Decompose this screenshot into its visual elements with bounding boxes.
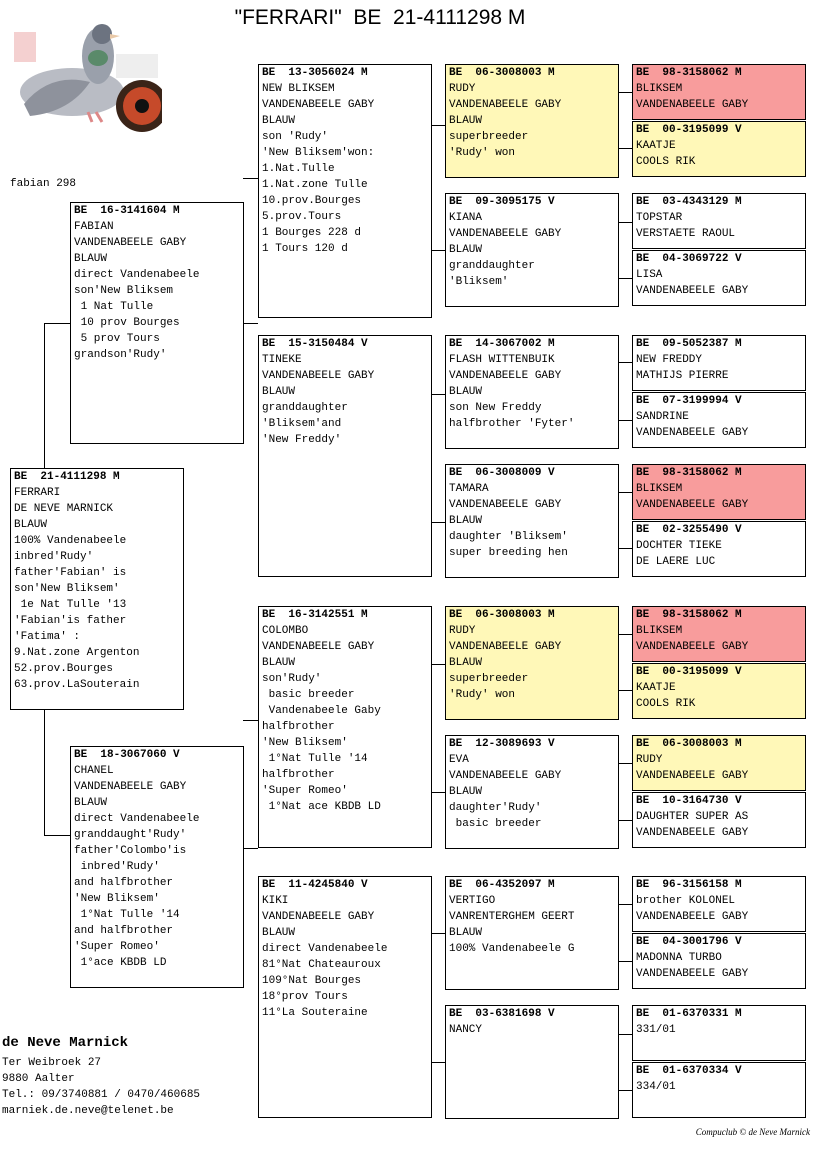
bird-name: 334/01 xyxy=(636,1081,676,1093)
ring-number: BE 98-3158062 M xyxy=(636,67,742,79)
pedigree-box-g13 xyxy=(632,876,806,932)
ring-number: BE 00-3195099 V xyxy=(636,124,742,136)
ring-number: BE 98-3158062 M xyxy=(636,609,742,621)
bird-detail-line: 5 prov Tours xyxy=(74,333,160,345)
bird-detail-line: 9.Nat.zone Argenton xyxy=(14,647,140,659)
bird-detail-line: father'Colombo'is xyxy=(74,845,187,857)
bird-detail-line: 1°Nat ace KBDB LD xyxy=(262,801,381,813)
bird-name: KAATJE xyxy=(636,140,676,152)
bird-name: BLIKSEM xyxy=(636,83,683,95)
bird-detail-line: and halfbrother xyxy=(74,925,174,937)
pedigree-box-sire-sire xyxy=(258,64,432,318)
bird-detail-line: BLAUW xyxy=(449,515,483,527)
pedigree-box-sire-dam xyxy=(258,335,432,577)
bird-detail-line: direct Vandenabeele xyxy=(74,269,200,281)
bird-detail-line: VANDENABEELE GABY xyxy=(636,285,749,297)
ring-number: BE 15-3150484 V xyxy=(262,338,368,350)
pedigree-box-dam-sire xyxy=(258,606,432,848)
bird-name: RUDY xyxy=(636,754,663,766)
ring-number: BE 16-3142551 M xyxy=(262,609,368,621)
bird-name: FABIAN xyxy=(74,221,114,233)
bird-detail-line: VANDENABEELE GABY xyxy=(449,228,562,240)
bird-detail-line: son'New Bliksem' xyxy=(14,583,120,595)
bird-name: KIANA xyxy=(449,212,483,224)
ring-number: BE 96-3156158 M xyxy=(636,879,742,891)
ring-number: BE 10-3164730 V xyxy=(636,795,742,807)
pedigree-box-g10 xyxy=(632,663,806,719)
pedigree-box-ssd xyxy=(445,193,619,307)
bird-detail-line: 'New Freddy' xyxy=(262,434,342,446)
pedigree-box-dam xyxy=(70,746,244,988)
pedigree-box-g8 xyxy=(632,521,806,577)
pedigree-box-g15 xyxy=(632,1005,806,1061)
bird-detail-line: BLAUW xyxy=(74,797,108,809)
ring-number: BE 07-3199994 V xyxy=(636,395,742,407)
bird-detail-line: 11°La Souteraine xyxy=(262,1007,368,1019)
bird-detail-line: grandson'Rudy' xyxy=(74,349,167,361)
pedigree-box-dss xyxy=(445,606,619,720)
pedigree-box-g6 xyxy=(632,392,806,448)
bird-name: FERRARI xyxy=(14,487,61,499)
bird-detail-line: 'Super Romeo' xyxy=(262,785,348,797)
bird-detail-line: BLAUW xyxy=(449,244,483,256)
owner-email[interactable]: marniek.de.neve@telenet.be xyxy=(2,1105,174,1117)
bird-detail-line: VANDENABEELE GABY xyxy=(262,370,375,382)
pedigree-box-dds xyxy=(445,876,619,990)
bird-detail-line: Vandenabeele Gaby xyxy=(262,705,381,717)
pedigree-box-sdd xyxy=(445,464,619,578)
bird-detail-line: BLAUW xyxy=(449,115,483,127)
bird-name: RUDY xyxy=(449,625,476,637)
bird-detail-line: son'New Bliksem xyxy=(74,285,174,297)
ring-number: BE 04-3069722 V xyxy=(636,253,742,265)
bird-detail-line: 100% Vandenabeele G xyxy=(449,943,575,955)
footer-credit: Compuclub © de Neve Marnick xyxy=(695,1127,810,1137)
bird-detail-line: 5.prov.Tours xyxy=(262,211,342,223)
pedigree-box-sss xyxy=(445,64,619,178)
bird-detail-line: 'New Bliksem' xyxy=(262,737,348,749)
bird-detail-line: VANDENABEELE GABY xyxy=(636,911,749,923)
bird-name: LISA xyxy=(636,269,663,281)
bird-detail-line: 'Fabian'is father xyxy=(14,615,127,627)
pedigree-box-sire xyxy=(70,202,244,444)
bird-detail-line: 100% Vandenabeele xyxy=(14,535,127,547)
pedigree-box-g2 xyxy=(632,121,806,177)
bird-detail-line: VANDENABEELE GABY xyxy=(636,99,749,111)
owner-phone: Tel.: 09/3740881 / 0470/460685 xyxy=(2,1089,201,1101)
bird-name: EVA xyxy=(449,754,469,766)
bird-detail-line: VANDENABEELE GABY xyxy=(449,770,562,782)
bird-detail-line: 1e Nat Tulle '13 xyxy=(14,599,127,611)
bird-detail-line: halfbrother xyxy=(262,769,335,781)
owner-address: Ter Weibroek 27 xyxy=(2,1057,102,1069)
bird-detail-line: VANDENABEELE GABY xyxy=(74,781,187,793)
bird-detail-line: 52.prov.Bourges xyxy=(14,663,114,675)
ring-number: BE 01-6370331 M xyxy=(636,1008,742,1020)
pedigree-box-sds xyxy=(445,335,619,449)
ring-number: BE 06-3008009 V xyxy=(449,467,555,479)
bird-detail-line: MATHIJS PIERRE xyxy=(636,370,729,382)
bird-name: NEW BLIKSEM xyxy=(262,83,335,95)
bird-name: 331/01 xyxy=(636,1024,676,1036)
bird-detail-line: son 'Rudy' xyxy=(262,131,329,143)
ring-number: BE 12-3089693 V xyxy=(449,738,555,750)
bird-detail-line: direct Vandenabeele xyxy=(262,943,388,955)
bird-detail-line: VANDENABEELE GABY xyxy=(449,370,562,382)
bird-detail-line: BLAUW xyxy=(262,386,296,398)
bird-detail-line: granddaughter xyxy=(262,402,348,414)
bird-name: COLOMBO xyxy=(262,625,309,637)
bird-name: MADONNA TURBO xyxy=(636,952,722,964)
pedigree-box-g7 xyxy=(632,464,806,520)
bird-detail-line: VANDENABEELE GABY xyxy=(636,770,749,782)
bird-detail-line: BLAUW xyxy=(449,927,483,939)
ring-number: BE 06-3008003 M xyxy=(636,738,742,750)
pedigree-box-g1 xyxy=(632,64,806,120)
bird-name: BLIKSEM xyxy=(636,625,683,637)
bird-detail-line: 'New Bliksem'won: xyxy=(262,147,375,159)
ring-number: BE 02-3255490 V xyxy=(636,524,742,536)
bird-detail-line: COOLS RIK xyxy=(636,156,696,168)
bird-name: DOCHTER TIEKE xyxy=(636,540,722,552)
bird-detail-line: BLAUW xyxy=(262,657,296,669)
bird-name: SANDRINE xyxy=(636,411,689,423)
bird-detail-line: 'New Bliksem' xyxy=(74,893,160,905)
bird-detail-line: granddaught'Rudy' xyxy=(74,829,187,841)
bird-name: brother KOLONEL xyxy=(636,895,736,907)
bird-detail-line: and halfbrother xyxy=(74,877,174,889)
bird-name: KAATJE xyxy=(636,682,676,694)
pedigree-box-ddd xyxy=(445,1005,619,1119)
ring-number: BE 00-3195099 V xyxy=(636,666,742,678)
bird-detail-line: 1°ace KBDB LD xyxy=(74,957,167,969)
bird-detail-line: DE NEVE MARNICK xyxy=(14,503,114,515)
bird-detail-line: 18°prov Tours xyxy=(262,991,348,1003)
pedigree-box-g11 xyxy=(632,735,806,791)
bird-name: NEW FREDDY xyxy=(636,354,703,366)
bird-detail-line: VANDENABEELE GABY xyxy=(262,911,375,923)
pedigree-box-dam-dam xyxy=(258,876,432,1118)
bird-detail-line: VANDENABEELE GABY xyxy=(449,641,562,653)
bird-detail-line: BLAUW xyxy=(262,927,296,939)
ring-number: BE 14-3067002 M xyxy=(449,338,555,350)
owner-city: 9880 Aalter xyxy=(2,1073,75,1085)
bird-name: CHANEL xyxy=(74,765,114,777)
bird-name: VERTIGO xyxy=(449,895,496,907)
pedigree-box-g9 xyxy=(632,606,806,662)
pedigree-box-g16 xyxy=(632,1062,806,1118)
ring-tag-note: fabian 298 xyxy=(10,178,77,190)
ring-number: BE 03-4343129 M xyxy=(636,196,742,208)
bird-detail-line: VANDENABEELE GABY xyxy=(636,499,749,511)
bird-detail-line: daughter'Rudy' xyxy=(449,802,542,814)
bird-detail-line: VANDENABEELE GABY xyxy=(449,499,562,511)
bird-detail-line: inbred'Rudy' xyxy=(74,861,160,873)
pedigree-box-g4 xyxy=(632,250,806,306)
ring-number: BE 06-4352097 M xyxy=(449,879,555,891)
bird-detail-line: VANDENABEELE GABY xyxy=(449,99,562,111)
bird-detail-line: halfbrother xyxy=(262,721,335,733)
bird-detail-line: 1.Nat.Tulle xyxy=(262,163,335,175)
bird-detail-line: 'Fatima' : xyxy=(14,631,81,643)
ring-number: BE 18-3067060 V xyxy=(74,749,180,761)
ring-number: BE 01-6370334 V xyxy=(636,1065,742,1077)
bird-detail-line: granddaughter xyxy=(449,260,535,272)
bird-detail-line: COOLS RIK xyxy=(636,698,696,710)
bird-detail-line: super breeding hen xyxy=(449,547,568,559)
bird-name: RUDY xyxy=(449,83,476,95)
bird-detail-line: 'Rudy' won xyxy=(449,689,516,701)
bird-detail-line: daughter 'Bliksem' xyxy=(449,531,568,543)
owner-block xyxy=(2,1035,200,1119)
bird-name: FLASH WITTENBUIK xyxy=(449,354,555,366)
bird-name: NANCY xyxy=(449,1024,483,1036)
bird-detail-line: son'Rudy' xyxy=(262,673,322,685)
bird-detail-line: father'Fabian' is xyxy=(14,567,127,579)
bird-detail-line: BLAUW xyxy=(449,386,483,398)
ring-number: BE 13-3056024 M xyxy=(262,67,368,79)
bird-detail-line: BLAUW xyxy=(262,115,296,127)
bird-detail-line: superbreeder xyxy=(449,673,529,685)
pigeon-photo xyxy=(10,12,162,132)
bird-detail-line: VANDENABEELE GABY xyxy=(636,641,749,653)
bird-name: TOPSTAR xyxy=(636,212,683,224)
owner-name: de Neve Marnick xyxy=(2,1035,129,1051)
pedigree-box-g12 xyxy=(632,792,806,848)
bird-detail-line: VANDENABEELE GABY xyxy=(262,99,375,111)
pedigree-box-g5 xyxy=(632,335,806,391)
ring-number: BE 04-3001796 V xyxy=(636,936,742,948)
ring-number: BE 11-4245840 V xyxy=(262,879,368,891)
bird-detail-line: 'Bliksem' xyxy=(449,276,509,288)
bird-detail-line: 10 prov Bourges xyxy=(74,317,180,329)
bird-detail-line: 'Super Romeo' xyxy=(74,941,160,953)
bird-detail-line: 1°Nat Tulle '14 xyxy=(74,909,180,921)
bird-detail-line: BLAUW xyxy=(14,519,48,531)
bird-detail-line: halfbrother 'Fyter' xyxy=(449,418,575,430)
bird-detail-line: 1 Nat Tulle xyxy=(74,301,154,313)
bird-detail-line: direct Vandenabeele xyxy=(74,813,200,825)
bird-detail-line: VANDENABEELE GABY xyxy=(636,968,749,980)
bird-detail-line: VANDENABEELE GABY xyxy=(74,237,187,249)
bird-detail-line: VANDENABEELE GABY xyxy=(262,641,375,653)
bird-name: TINEKE xyxy=(262,354,302,366)
bird-detail-line: son New Freddy xyxy=(449,402,542,414)
bird-name: DAUGHTER SUPER AS xyxy=(636,811,749,823)
ring-number: BE 09-5052387 M xyxy=(636,338,742,350)
bird-detail-line: basic breeder xyxy=(449,818,542,830)
bird-detail-line: VANDENABEELE GABY xyxy=(636,827,749,839)
bird-detail-line: VANDENABEELE GABY xyxy=(636,427,749,439)
bird-detail-line: inbred'Rudy' xyxy=(14,551,94,563)
bird-detail-line: 'Bliksem'and xyxy=(262,418,342,430)
bird-detail-line: BLAUW xyxy=(449,657,483,669)
bird-detail-line: superbreeder xyxy=(449,131,529,143)
bird-detail-line: VERSTAETE RAOUL xyxy=(636,228,736,240)
pedigree-title: "FERRARI" BE 21-4111298 M xyxy=(234,6,526,29)
pedigree-box-dsd xyxy=(445,735,619,849)
bird-name: TAMARA xyxy=(449,483,489,495)
pedigree-box-g3 xyxy=(632,193,806,249)
bird-detail-line: 1 Tours 120 d xyxy=(262,243,348,255)
bird-name: BLIKSEM xyxy=(636,483,683,495)
pedigree-box-subject xyxy=(10,468,184,710)
ring-number: BE 03-6381698 V xyxy=(449,1008,555,1020)
bird-detail-line: 109°Nat Bourges xyxy=(262,975,362,987)
bird-detail-line: DE LAERE LUC xyxy=(636,556,716,568)
bird-detail-line: BLAUW xyxy=(449,786,483,798)
ring-number: BE 06-3008003 M xyxy=(449,609,555,621)
pedigree-box-g14 xyxy=(632,933,806,989)
bird-detail-line: 63.prov.LaSouterain xyxy=(14,679,140,691)
bird-name: KIKI xyxy=(262,895,289,907)
bird-detail-line: 1°Nat Tulle '14 xyxy=(262,753,368,765)
bird-detail-line: 1 Bourges 228 d xyxy=(262,227,362,239)
bird-detail-line: VANRENTERGHEM GEERT xyxy=(449,911,575,923)
ring-number: BE 06-3008003 M xyxy=(449,67,555,79)
bird-detail-line: basic breeder xyxy=(262,689,355,701)
bird-detail-line: 'Rudy' won xyxy=(449,147,516,159)
bird-detail-line: 81°Nat Chateauroux xyxy=(262,959,381,971)
ring-number: BE 09-3095175 V xyxy=(449,196,555,208)
bird-detail-line: 10.prov.Bourges xyxy=(262,195,362,207)
ring-number: BE 98-3158062 M xyxy=(636,467,742,479)
ring-number: BE 21-4111298 M xyxy=(14,471,120,483)
bird-detail-line: 1.Nat.zone Tulle xyxy=(262,179,368,191)
bird-detail-line: BLAUW xyxy=(74,253,108,265)
ring-number: BE 16-3141604 M xyxy=(74,205,180,217)
